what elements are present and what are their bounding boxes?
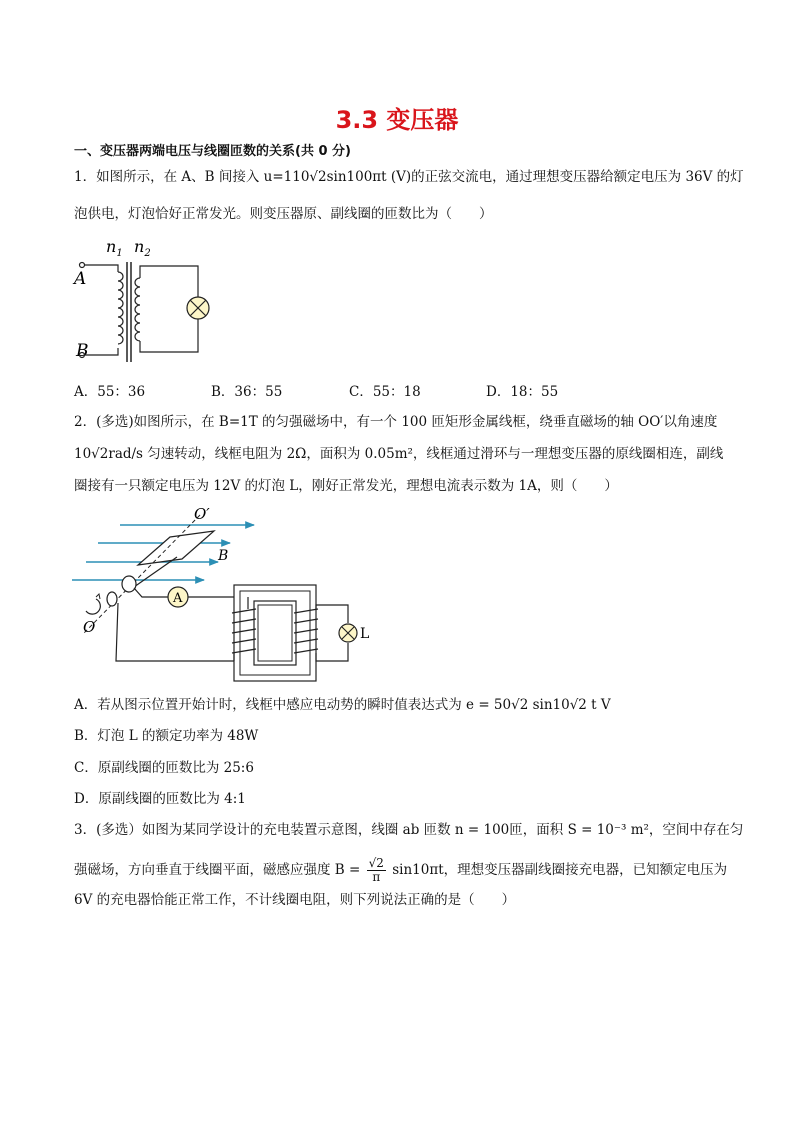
q3-line-2-start: 强磁场，方向垂直于线圈平面，磁感应强度 B =	[74, 862, 361, 878]
field-label-b: B	[218, 548, 229, 564]
lamp-icon	[187, 297, 209, 319]
q2-option-d[interactable]: D．原副线圈的匝数比为 4:1	[74, 791, 246, 807]
question-3-line-1: 3．(多选）如图为某同学设计的充电装置示意图，线圈 ab 匝数 n = 100匝，面积 S = 10⁻³ m²，空间中存在匀	[74, 822, 744, 838]
q3-line-2-end: sin10πt，理想变压器副线圈接充电器，已知额定电压为	[392, 862, 728, 878]
lamp-label: L	[360, 626, 370, 642]
q3-fraction	[367, 857, 386, 884]
q2-option-a[interactable]: A．若从图示位置开始计时，线框中感应电动势的瞬时值表达式为 e = 50√2 sin10√2 t V	[74, 697, 611, 713]
section-heading: 一、变压器两端电压与线圈匝数的关系(共 0 分)	[74, 144, 351, 159]
question-1-line-1: 1．如图所示，在 A、B 间接入 u=110√2sin100πt (V)的正弦交流电，通过理想变压器给额定电压为 36V 的灯	[74, 169, 744, 185]
n2-label: $n_2$	[134, 238, 151, 259]
page-title: 3.3 变压器	[335, 106, 459, 134]
axis-label-o: O	[83, 618, 96, 636]
svg-text:A: A	[173, 591, 183, 606]
terminal-b-label: B	[76, 341, 89, 361]
transformer-circuit-diagram	[72, 238, 212, 366]
rotating-coil-transformer-diagram	[72, 505, 372, 683]
question-1-line-2: 泡供电，灯泡恰好正常发光。则变压器原、副线圈的匝数比为（ ）	[74, 206, 493, 222]
q1-option-c[interactable]: C．55：18	[349, 384, 421, 400]
q2-option-c[interactable]: C．原副线圈的匝数比为 25:6	[74, 760, 254, 776]
question-2-line-1: 2．(多选)如图所示，在 B=1T 的匀强磁场中，有一个 100 匝矩形金属线框，绕垂直磁场的轴 OO′以角速度	[74, 414, 718, 430]
question-2-line-3: 圈接有一只额定电压为 12V 的灯泡 L，刚好正常发光，理想电流表示数为 1A，则（ ）	[74, 478, 618, 494]
q1-option-b[interactable]: B．36：55	[211, 384, 283, 400]
ammeter-icon	[168, 587, 188, 607]
lamp-l-icon	[339, 624, 357, 642]
question-2-line-2: 10√2rad/s 匀速转动，线框电阻为 2Ω，面积为 0.05m²，线框通过滑环与一理想变压器的原线圈相连，副线	[74, 446, 724, 462]
q2-option-b[interactable]: B．灯泡 L 的额定功率为 48W	[74, 728, 259, 744]
question-3-line-2	[74, 857, 727, 884]
q3-fraction-denominator: π	[372, 870, 381, 884]
n1-label: $n_1$	[106, 238, 123, 259]
q1-option-d[interactable]: D．18：55	[486, 384, 559, 400]
q1-option-a[interactable]: A．55：36	[74, 384, 146, 400]
question-3-line-3: 6V 的充电器恰能正常工作，不计线圈电阻，则下列说法正确的是（ ）	[74, 892, 516, 908]
q3-fraction-numerator: √2	[368, 856, 384, 870]
terminal-a-label: A	[74, 269, 87, 289]
axis-label-o-prime: O′	[194, 505, 210, 523]
